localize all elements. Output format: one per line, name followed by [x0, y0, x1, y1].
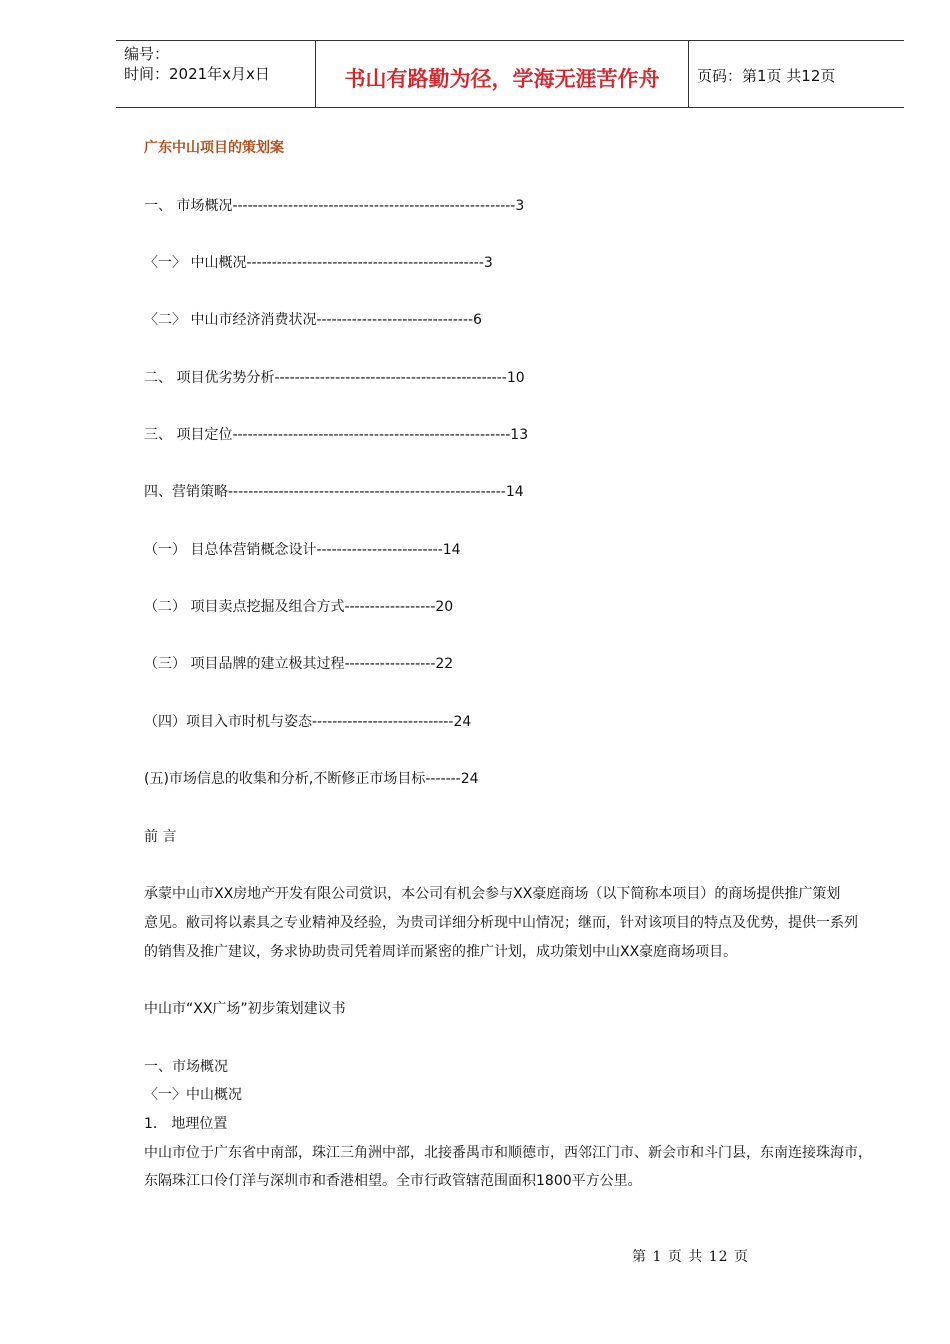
body-line: 东隔珠江口伶仃洋与深圳市和香港相望。全市行政管辖范围面积1800平方公里。	[144, 1173, 642, 1189]
subsection-heading: 〈一〉中山概况	[144, 1087, 242, 1103]
header-info-cell	[116, 41, 316, 107]
number-label: 编号：	[124, 45, 170, 63]
proposal-title: 中山市“XX广场”初步策划建议书	[144, 1001, 346, 1017]
toc-entry: （四）项目入市时机与姿态----------------------------24	[144, 714, 472, 730]
header-page-cell	[689, 41, 904, 107]
preface-line: 的销售及推广建议，务求协助贵司凭着周详而紧密的推广计划，成功策划中山XX豪庭商场项目。	[144, 944, 738, 960]
toc-entry: 二、 项目优劣势分析----------------------------------------------10	[144, 370, 525, 386]
page-footer: 第 1 页 共 12 页	[632, 1249, 749, 1265]
toc-entry: 〈二〉 中山市经济消费状况-------------------------------6	[144, 312, 482, 328]
item-heading: 1． 地理位置	[144, 1116, 228, 1132]
page-header	[116, 40, 904, 108]
preface-heading: 前 言	[144, 829, 177, 845]
toc-entry: （二） 项目卖点挖掘及组合方式------------------20	[144, 599, 454, 615]
toc-entry: 〈一〉 中山概况-----------------------------------------------3	[144, 255, 493, 271]
preface-line: 意见。敝司将以素具之专业精神及经验，为贵司详细分析现中山情况；继而，针对该项目的特点及优势，提供一系列	[144, 915, 858, 931]
motto-text: 书山有路勤为径，学海无涯苦作舟	[344, 66, 660, 91]
header-motto-cell	[316, 41, 689, 107]
toc-entry: 四、营销策略-------------------------------------------------------14	[144, 484, 524, 500]
preface-line: 承蒙中山市XX房地产开发有限公司赏识，本公司有机会参与XX豪庭商场（以下简称本项目）的商场提供推广策划	[144, 886, 841, 902]
time-label: 时间：2021年x月x日	[124, 65, 270, 83]
toc-entry: 一、 市场概况--------------------------------------------------------3	[144, 198, 525, 214]
toc-entry: 三、 项目定位-------------------------------------------------------13	[144, 427, 529, 443]
toc-entry: （三） 项目品牌的建立极其过程------------------22	[144, 656, 454, 672]
page-info: 页码：第1页 共12页	[697, 67, 836, 85]
toc-entry: （一） 目总体营销概念设计-------------------------14	[144, 542, 461, 558]
toc-entry: (五)市场信息的收集和分析,不断修正市场目标-------24	[144, 771, 479, 787]
section-heading: 一、市场概况	[144, 1059, 228, 1075]
body-line: 中山市位于广东省中南部，珠江三角洲中部，北接番禺市和顺德市，西邻江门市、新会市和斗门县，东南连接珠海市，	[144, 1145, 872, 1161]
document-title: 广东中山项目的策划案	[144, 140, 284, 156]
